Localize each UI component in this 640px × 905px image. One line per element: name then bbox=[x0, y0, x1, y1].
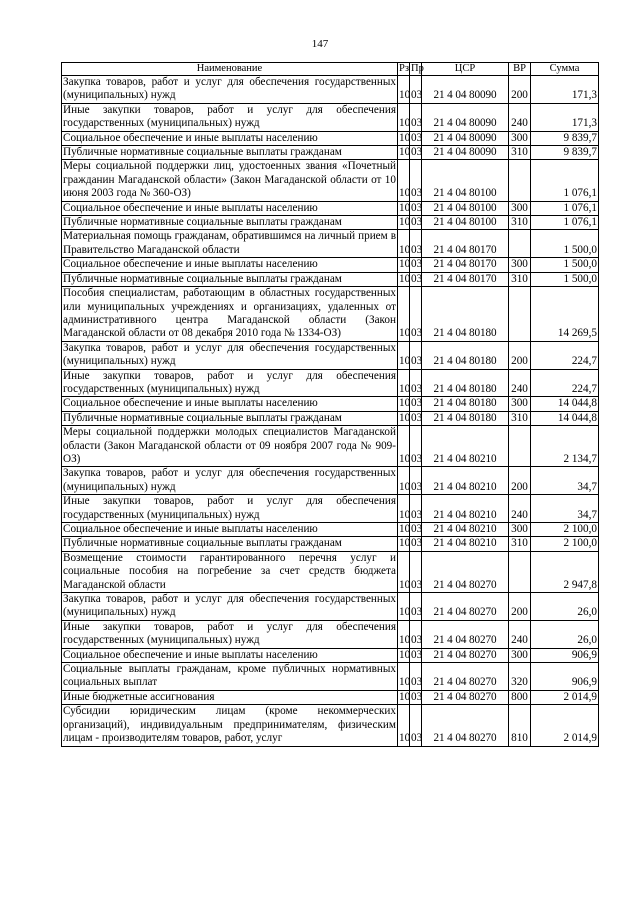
row-name: Закупка товаров, работ и услуг для обеспечения государственных (муниципальных) нужд bbox=[63, 341, 396, 368]
row-csr: 21 4 04 80210 bbox=[422, 426, 509, 467]
row-csr: 21 4 04 80270 bbox=[422, 648, 509, 662]
row-sum: 1 500,0 bbox=[531, 258, 599, 272]
row-sum: 34,7 bbox=[531, 495, 599, 523]
row-vr: 300 bbox=[509, 523, 531, 537]
row-vr: 800 bbox=[509, 690, 531, 704]
table-row bbox=[62, 201, 599, 215]
row-vr: 200 bbox=[509, 593, 531, 621]
row-vr: 200 bbox=[509, 467, 531, 495]
table-row bbox=[62, 551, 599, 592]
row-sum: 14 269,5 bbox=[531, 287, 599, 342]
header-pr: Пр bbox=[411, 63, 424, 74]
row-csr: 21 4 04 80270 bbox=[422, 690, 509, 704]
table-row bbox=[62, 230, 599, 258]
budget-table bbox=[61, 62, 599, 747]
row-vr: 240 bbox=[509, 620, 531, 648]
row-pr: 03 bbox=[410, 467, 422, 495]
row-csr: 21 4 04 80270 bbox=[422, 663, 509, 691]
row-vr: 300 bbox=[509, 201, 531, 215]
table-row bbox=[62, 103, 599, 131]
row-rz: 10 bbox=[399, 690, 411, 703]
row-rz: 10 bbox=[398, 230, 410, 258]
row-rz: 10 bbox=[399, 146, 411, 159]
row-rz: 10 bbox=[398, 663, 410, 691]
row-sum: 1 500,0 bbox=[531, 230, 599, 258]
table-row bbox=[62, 397, 599, 411]
row-pr: 03 bbox=[411, 523, 423, 535]
row-vr bbox=[509, 160, 531, 201]
row-csr: 21 4 04 80180 bbox=[422, 397, 509, 411]
row-name: Иные закупки товаров, работ и услуг для обеспечения государственных (муниципальных) нужд bbox=[63, 369, 396, 395]
table-row bbox=[62, 272, 599, 286]
row-vr: 310 bbox=[509, 216, 531, 230]
row-csr: 21 4 04 80180 bbox=[422, 411, 509, 425]
row-name: Социальное обеспечение и иные выплаты населению bbox=[62, 201, 398, 215]
row-rz: 10 bbox=[398, 160, 410, 201]
row-vr: 310 bbox=[509, 146, 531, 160]
table-row bbox=[62, 495, 599, 523]
row-rz: 10 bbox=[398, 620, 410, 648]
row-vr: 300 bbox=[509, 397, 531, 411]
row-name: Социальное обеспечение и иные выплаты населению bbox=[62, 131, 398, 145]
row-pr: 03 bbox=[410, 76, 422, 104]
row-rz: 10 bbox=[399, 201, 411, 214]
row-vr: 300 bbox=[509, 258, 531, 272]
row-csr: 21 4 04 80090 bbox=[422, 131, 509, 145]
row-pr: 03 bbox=[410, 620, 422, 648]
row-csr: 21 4 04 80170 bbox=[422, 230, 509, 258]
row-name: Возмещение стоимости гарантированного перечня услуг и социальные пособия на погребение за счет средств бюджета Магаданской области bbox=[63, 551, 396, 591]
row-vr: 300 bbox=[509, 648, 531, 662]
row-vr bbox=[509, 230, 531, 258]
table-row bbox=[62, 593, 599, 621]
row-name: Публичные нормативные социальные выплаты гражданам bbox=[62, 216, 398, 230]
row-rz: 10 bbox=[399, 258, 411, 271]
header-sum: Сумма bbox=[531, 63, 599, 76]
row-vr: 200 bbox=[509, 76, 531, 104]
table-row bbox=[62, 537, 599, 551]
row-sum: 14 044,8 bbox=[531, 397, 599, 411]
row-pr: 03 bbox=[410, 495, 422, 523]
row-sum: 14 044,8 bbox=[531, 411, 599, 425]
row-name: Иные бюджетные ассигнования bbox=[62, 690, 398, 704]
row-csr: 21 4 04 80210 bbox=[422, 537, 509, 551]
table-row bbox=[62, 648, 599, 662]
row-rz: 10 bbox=[398, 76, 410, 104]
row-pr: 03 bbox=[410, 593, 422, 621]
table-row bbox=[62, 705, 599, 746]
row-rz: 10 bbox=[399, 272, 411, 285]
row-csr: 21 4 04 80180 bbox=[422, 287, 509, 342]
row-vr bbox=[509, 287, 531, 342]
row-vr: 240 bbox=[509, 369, 531, 397]
row-csr: 21 4 04 80100 bbox=[422, 201, 509, 215]
row-pr: 03 bbox=[410, 705, 422, 746]
row-rz: 10 bbox=[399, 411, 411, 424]
header-csr: ЦСР bbox=[422, 63, 509, 76]
row-pr: 03 bbox=[411, 690, 423, 703]
row-vr: 310 bbox=[509, 272, 531, 286]
table-header-row bbox=[62, 63, 599, 76]
row-csr: 21 4 04 80270 bbox=[422, 620, 509, 648]
row-rz: 10 bbox=[398, 426, 410, 467]
row-csr: 21 4 04 80170 bbox=[422, 258, 509, 272]
row-rz: 10 bbox=[398, 341, 410, 369]
row-vr: 300 bbox=[509, 131, 531, 145]
row-rz: 10 bbox=[399, 523, 411, 535]
row-sum: 2 947,8 bbox=[531, 551, 599, 592]
row-pr: 03 bbox=[411, 201, 423, 214]
table-row bbox=[62, 690, 599, 704]
row-sum: 2 014,9 bbox=[531, 690, 599, 704]
row-rz: 10 bbox=[398, 593, 410, 621]
header-name: Наименование bbox=[62, 63, 398, 76]
row-csr: 21 4 04 80100 bbox=[422, 160, 509, 201]
row-pr: 03 bbox=[411, 258, 423, 271]
table-row bbox=[62, 258, 599, 272]
header-rz: Рз bbox=[399, 63, 409, 74]
row-csr: 21 4 04 80210 bbox=[422, 523, 509, 537]
row-name: Закупка товаров, работ и услуг для обеспечения государственных (муниципальных) нужд bbox=[63, 76, 396, 102]
row-sum: 1 076,1 bbox=[531, 201, 599, 215]
row-sum: 2 014,9 bbox=[531, 705, 599, 746]
table-row bbox=[62, 620, 599, 648]
table-row bbox=[62, 76, 599, 104]
row-csr: 21 4 04 80180 bbox=[422, 369, 509, 397]
table-row bbox=[62, 287, 599, 342]
row-rz: 10 bbox=[399, 537, 411, 550]
row-name: Субсидии юридическим лицам (кроме некоммерческих организаций), индивидуальным предпринимателям, физическим лицам - производителям товаров, работ, услуг bbox=[63, 705, 396, 745]
row-name: Иные закупки товаров, работ и услуг для обеспечения государственных (муниципальных) нужд bbox=[63, 620, 396, 647]
row-vr: 310 bbox=[509, 411, 531, 425]
row-name: Публичные нормативные социальные выплаты гражданам bbox=[62, 411, 398, 425]
row-sum: 2 100,0 bbox=[531, 537, 599, 551]
row-name: Социальное обеспечение и иные выплаты населению bbox=[62, 397, 398, 411]
page-number: 147 bbox=[311, 38, 329, 50]
row-csr: 21 4 04 80210 bbox=[422, 495, 509, 523]
row-rz: 10 bbox=[398, 369, 410, 397]
row-sum: 1 076,1 bbox=[531, 160, 599, 201]
row-name: Социальное обеспечение и иные выплаты населению bbox=[62, 648, 398, 662]
row-pr: 03 bbox=[411, 397, 423, 410]
row-sum: 906,9 bbox=[531, 663, 599, 691]
row-name: Иные закупки товаров, работ и услуг для обеспечения государственных (муниципальных) нужд bbox=[63, 103, 396, 130]
row-sum: 26,0 bbox=[531, 620, 599, 648]
table-row bbox=[62, 426, 599, 467]
header-vr: ВР bbox=[509, 63, 531, 76]
row-vr: 810 bbox=[509, 705, 531, 746]
row-sum: 1 076,1 bbox=[531, 216, 599, 230]
row-pr: 03 bbox=[410, 287, 422, 342]
row-rz: 10 bbox=[399, 648, 411, 661]
row-sum: 171,3 bbox=[531, 103, 599, 131]
row-vr bbox=[509, 426, 531, 467]
table-row bbox=[62, 131, 599, 145]
row-rz: 10 bbox=[398, 467, 410, 495]
row-csr: 21 4 04 80210 bbox=[422, 467, 509, 495]
row-csr: 21 4 04 80270 bbox=[422, 593, 509, 621]
row-vr: 320 bbox=[509, 663, 531, 691]
table-row bbox=[62, 663, 599, 691]
row-rz: 10 bbox=[398, 287, 410, 342]
row-pr: 03 bbox=[410, 663, 422, 691]
row-csr: 21 4 04 80170 bbox=[422, 272, 509, 286]
table-row bbox=[62, 341, 599, 369]
row-sum: 9 839,7 bbox=[531, 146, 599, 160]
row-pr: 03 bbox=[410, 369, 422, 397]
table-row bbox=[62, 146, 599, 160]
row-name: Социальные выплаты гражданам, кроме публичных нормативных социальных выплат bbox=[63, 663, 396, 689]
row-name: Закупка товаров, работ и услуг для обеспечения государственных (муниципальных) нужд bbox=[63, 593, 396, 619]
row-pr: 03 bbox=[411, 216, 423, 229]
table-row bbox=[62, 216, 599, 230]
row-pr: 03 bbox=[411, 272, 423, 285]
row-sum: 2 100,0 bbox=[531, 523, 599, 537]
table-row bbox=[62, 369, 599, 397]
row-sum: 224,7 bbox=[531, 369, 599, 397]
table-row bbox=[62, 467, 599, 495]
row-sum: 171,3 bbox=[531, 76, 599, 104]
row-sum: 2 134,7 bbox=[531, 426, 599, 467]
row-pr: 03 bbox=[410, 341, 422, 369]
row-pr: 03 bbox=[410, 160, 422, 201]
row-pr: 03 bbox=[410, 230, 422, 258]
row-csr: 21 4 04 80090 bbox=[422, 146, 509, 160]
row-sum: 9 839,7 bbox=[531, 131, 599, 145]
row-csr: 21 4 04 80270 bbox=[422, 551, 509, 592]
row-vr: 310 bbox=[509, 537, 531, 551]
row-vr bbox=[509, 551, 531, 592]
row-pr: 03 bbox=[410, 103, 422, 131]
row-pr: 03 bbox=[410, 551, 422, 592]
row-csr: 21 4 04 80180 bbox=[422, 341, 509, 369]
row-pr: 03 bbox=[411, 537, 423, 550]
row-name: Меры социальной поддержки молодых специалистов Магаданской области (Закон Магаданской области от 09 ноября 2007 года № 909-ОЗ) bbox=[63, 426, 396, 465]
row-pr: 03 bbox=[411, 131, 423, 144]
row-name: Социальное обеспечение и иные выплаты населению bbox=[62, 258, 398, 272]
row-rz: 10 bbox=[399, 216, 411, 229]
row-rz: 10 bbox=[398, 103, 410, 131]
row-rz: 10 bbox=[398, 495, 410, 523]
row-name: Социальное обеспечение и иные выплаты населению bbox=[62, 523, 398, 537]
row-name: Закупка товаров, работ и услуг для обеспечения государственных (муниципальных) нужд bbox=[63, 467, 396, 493]
row-pr: 03 bbox=[411, 146, 423, 159]
row-name: Меры социальной поддержки лиц, удостоенных звания «Почетный гражданин Магаданской области» (Закон Магаданской области от 10 июня 2003 года № 360-ОЗ) bbox=[63, 160, 396, 200]
table-row bbox=[62, 160, 599, 201]
row-sum: 1 500,0 bbox=[531, 272, 599, 286]
row-sum: 906,9 bbox=[531, 648, 599, 662]
row-sum: 34,7 bbox=[531, 467, 599, 495]
table-row bbox=[62, 411, 599, 425]
row-name: Публичные нормативные социальные выплаты гражданам bbox=[62, 272, 398, 286]
row-name: Иные закупки товаров, работ и услуг для обеспечения государственных (муниципальных) нужд bbox=[63, 495, 396, 521]
row-csr: 21 4 04 80270 bbox=[422, 705, 509, 746]
row-vr: 240 bbox=[509, 495, 531, 523]
table-row bbox=[62, 523, 599, 537]
row-rz: 10 bbox=[399, 131, 411, 144]
row-sum: 26,0 bbox=[531, 593, 599, 621]
row-csr: 21 4 04 80090 bbox=[422, 103, 509, 131]
row-sum: 224,7 bbox=[531, 341, 599, 369]
row-name: Материальная помощь гражданам, обратившимся на личный прием в Правительство Магаданской области bbox=[63, 230, 396, 256]
row-pr: 03 bbox=[411, 648, 423, 661]
row-name: Публичные нормативные социальные выплаты гражданам bbox=[62, 146, 398, 160]
row-name: Публичные нормативные социальные выплаты гражданам bbox=[62, 537, 398, 551]
row-vr: 240 bbox=[509, 103, 531, 131]
row-rz: 10 bbox=[399, 397, 411, 410]
row-pr: 03 bbox=[411, 411, 423, 424]
row-csr: 21 4 04 80090 bbox=[422, 76, 509, 104]
row-pr: 03 bbox=[410, 426, 422, 467]
row-vr: 200 bbox=[509, 341, 531, 369]
row-rz: 10 bbox=[398, 705, 410, 746]
row-rz: 10 bbox=[398, 551, 410, 592]
row-name: Пособия специалистам, работающим в областных государственных или муниципальных учреждениях и организациях, удаленных от административного центра Магаданской области (Закон Магаданской области от 08 декабря 2010 года № 1334-ОЗ) bbox=[63, 287, 396, 340]
row-csr: 21 4 04 80100 bbox=[422, 216, 509, 230]
